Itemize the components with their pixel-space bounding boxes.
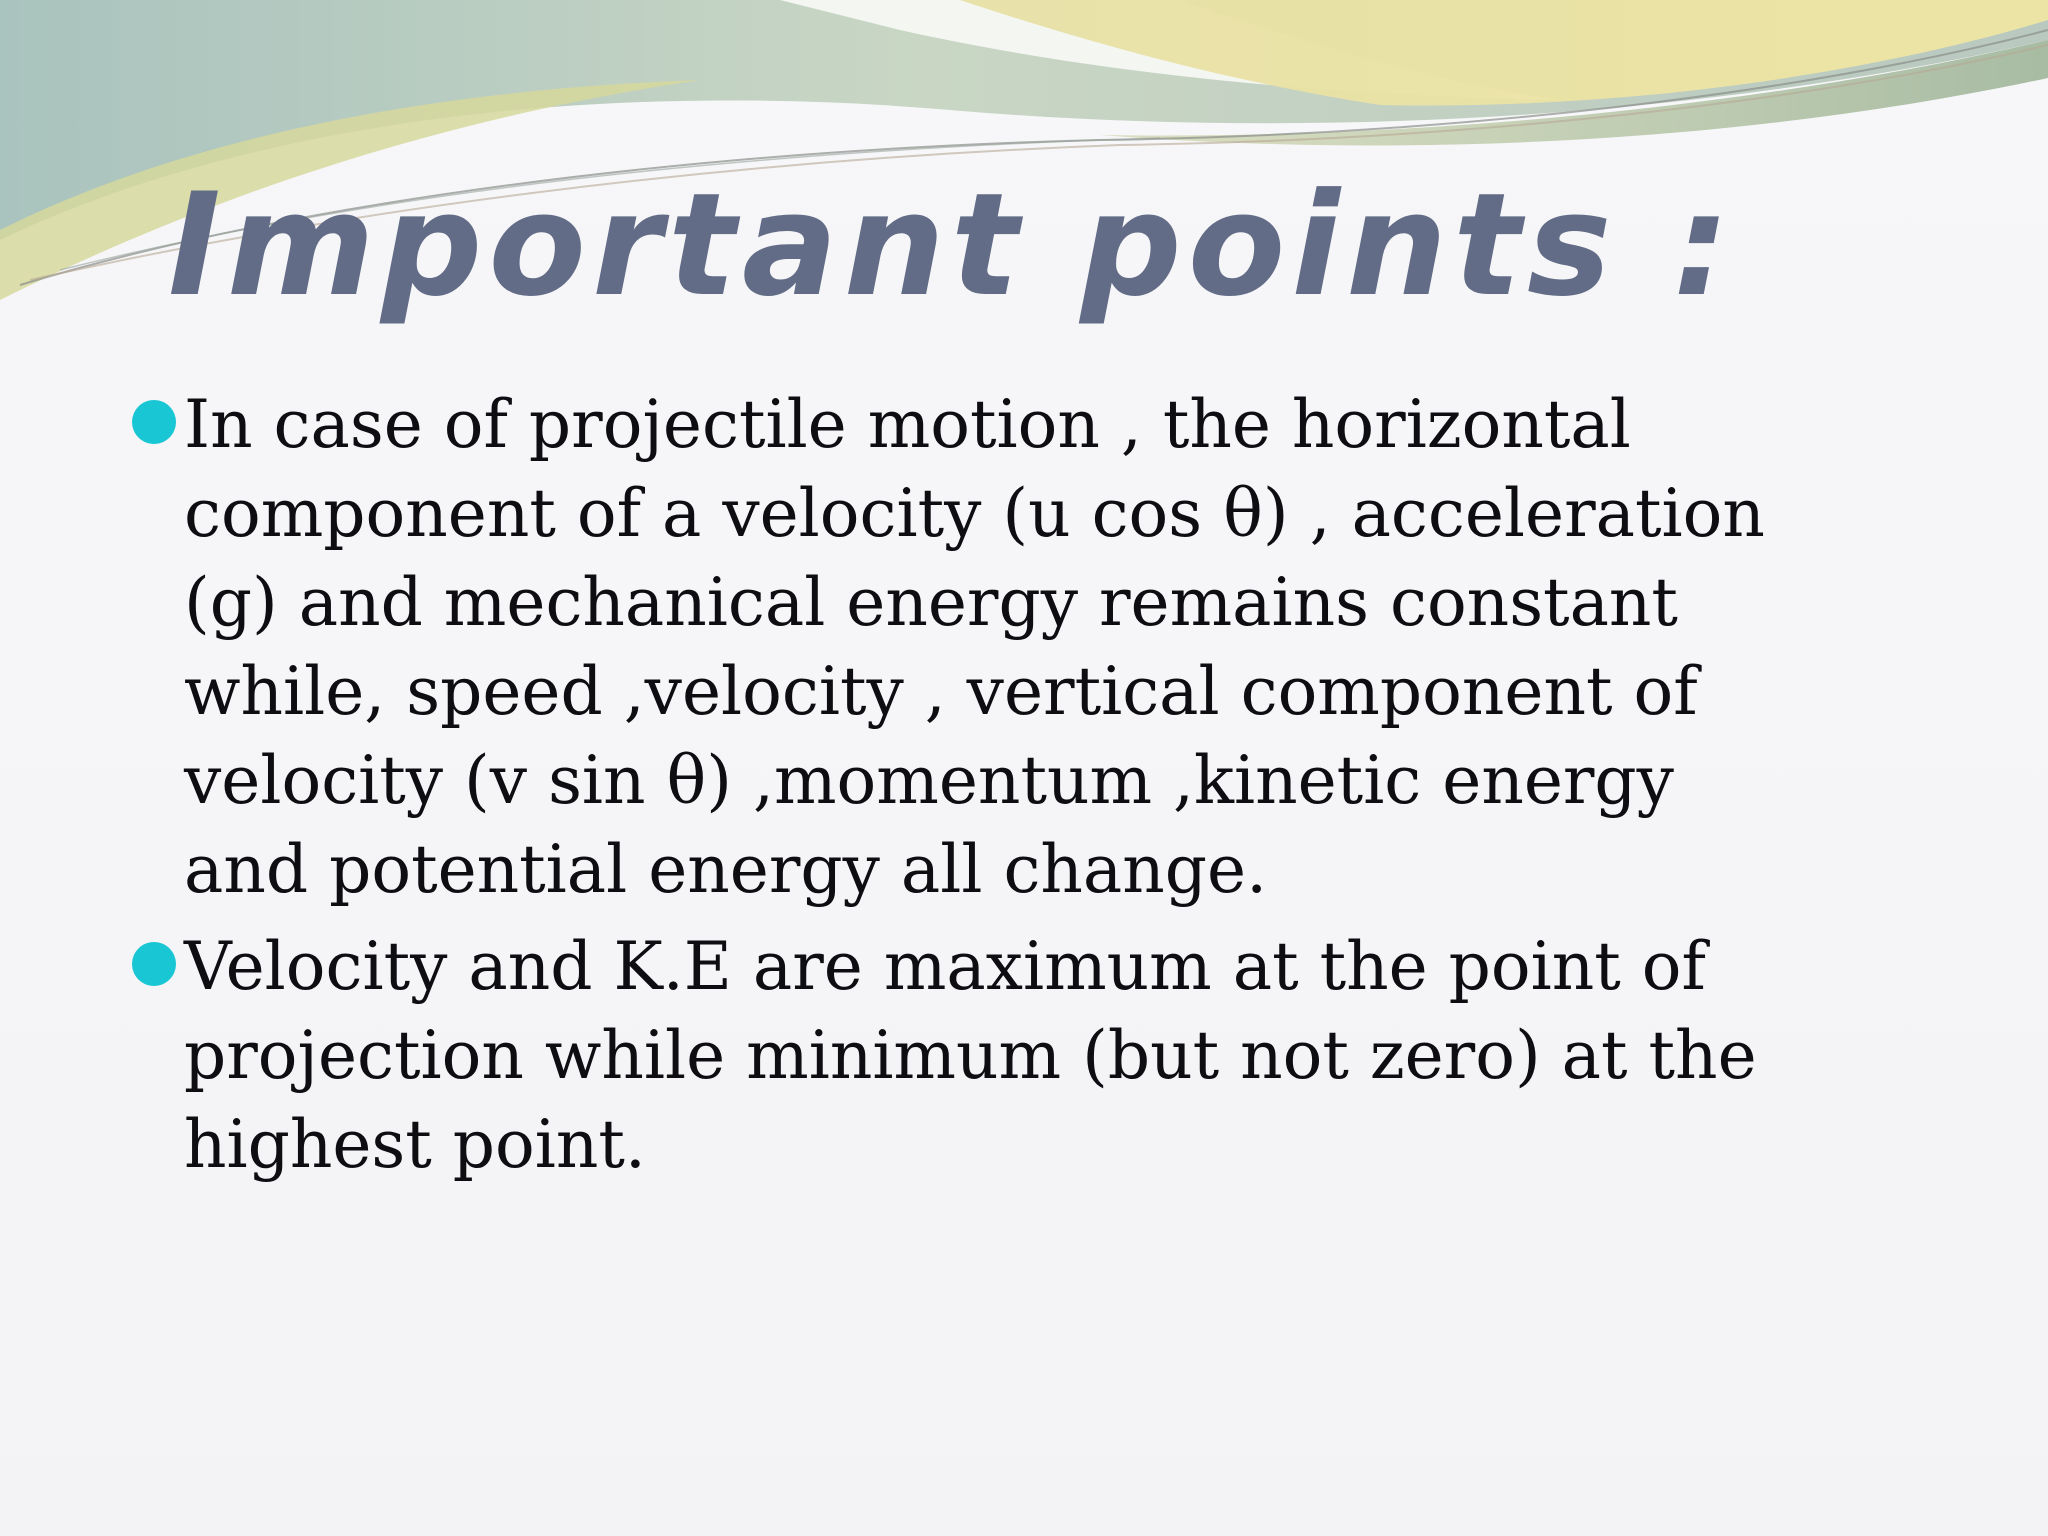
bullet-list	[128, 380, 1768, 1197]
list-item	[128, 380, 1768, 914]
bullet-dot-icon	[132, 400, 176, 444]
list-item	[128, 922, 1768, 1189]
bullet-text: In case of projectile motion , the horizontal component of a velocity (u cos θ) , acceleration (g) and mechanical energy remains constant while, speed ,velocity , vertical component of velocity (v sin θ) ,momentum ,kinetic energy and potential energy all change.	[184, 386, 1765, 908]
bullet-text: Velocity and K.E are maximum at the point of projection while minimum (but not zero) at the highest point.	[184, 928, 1757, 1183]
slide-title: Important points :	[168, 163, 1736, 328]
bullet-dot-icon	[132, 942, 176, 986]
